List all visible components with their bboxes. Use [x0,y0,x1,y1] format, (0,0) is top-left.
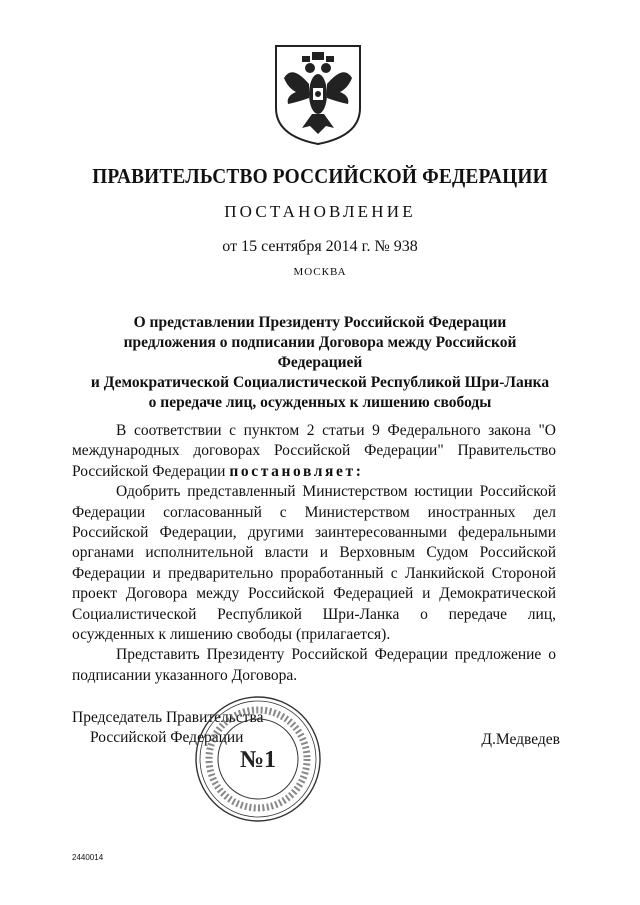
signatory-name: Д.Медведев [481,731,560,748]
body-paragraph-preamble [72,421,556,482]
subject-line: и Демократической Социалистической Республикой Шри-Ланка [90,374,550,391]
signatory-title-line1: Председатель Правительства [72,709,264,726]
coat-of-arms-emblem [272,44,364,146]
signatory-title-line2: Российской Федерации [90,729,244,747]
resolves-word: постановляет: [229,462,364,480]
document-date-number: от 15 сентября 2014 г. № 938 [222,238,418,255]
seal-number: №1 [239,747,277,773]
preamble-text: В соответствии с пунктом 2 статьи 9 Федерального закона "О международных договорах Российской Федерации" Правительство Российской Федерации [72,422,556,480]
body-paragraph-approve: Одобрить представленный Министерством юстиции Российской Федерации согласованный с Министерством иностранных дел Российской Федерации, другими заинтересованными федеральными органами исполнительной власти и Верховным Судом Российской Федерации и предварительно проработанный с Ланкийской Стороной проект Договора между Российской Федерацией и Демократической Социалистической Республикой Шри-Ланка о передаче лиц, осужденных к лишению свободы (прилагается). [72,483,556,644]
document-type: ПОСТАНОВЛЕНИЕ [224,202,416,221]
document-code: 2440014 [72,853,104,862]
official-seal-stamp [193,694,323,824]
subject-line: О представлении Президенту Российской Федерации [133,314,507,331]
document-place: МОСКВА [293,266,347,278]
document-body [72,421,556,686]
government-title: ПРАВИТЕЛЬСТВО РОССИЙСКОЙ ФЕДЕРАЦИИ [92,164,548,188]
subject-line: предложения о подписании Договора между Российской Федерацией [123,334,517,371]
subject-line: о передаче лиц, осужденных к лишению свободы [148,394,492,411]
document-subject [80,313,560,413]
body-paragraph-present: Представить Президенту Российской Федерации предложение о подписании указанного Договора. [72,646,556,684]
